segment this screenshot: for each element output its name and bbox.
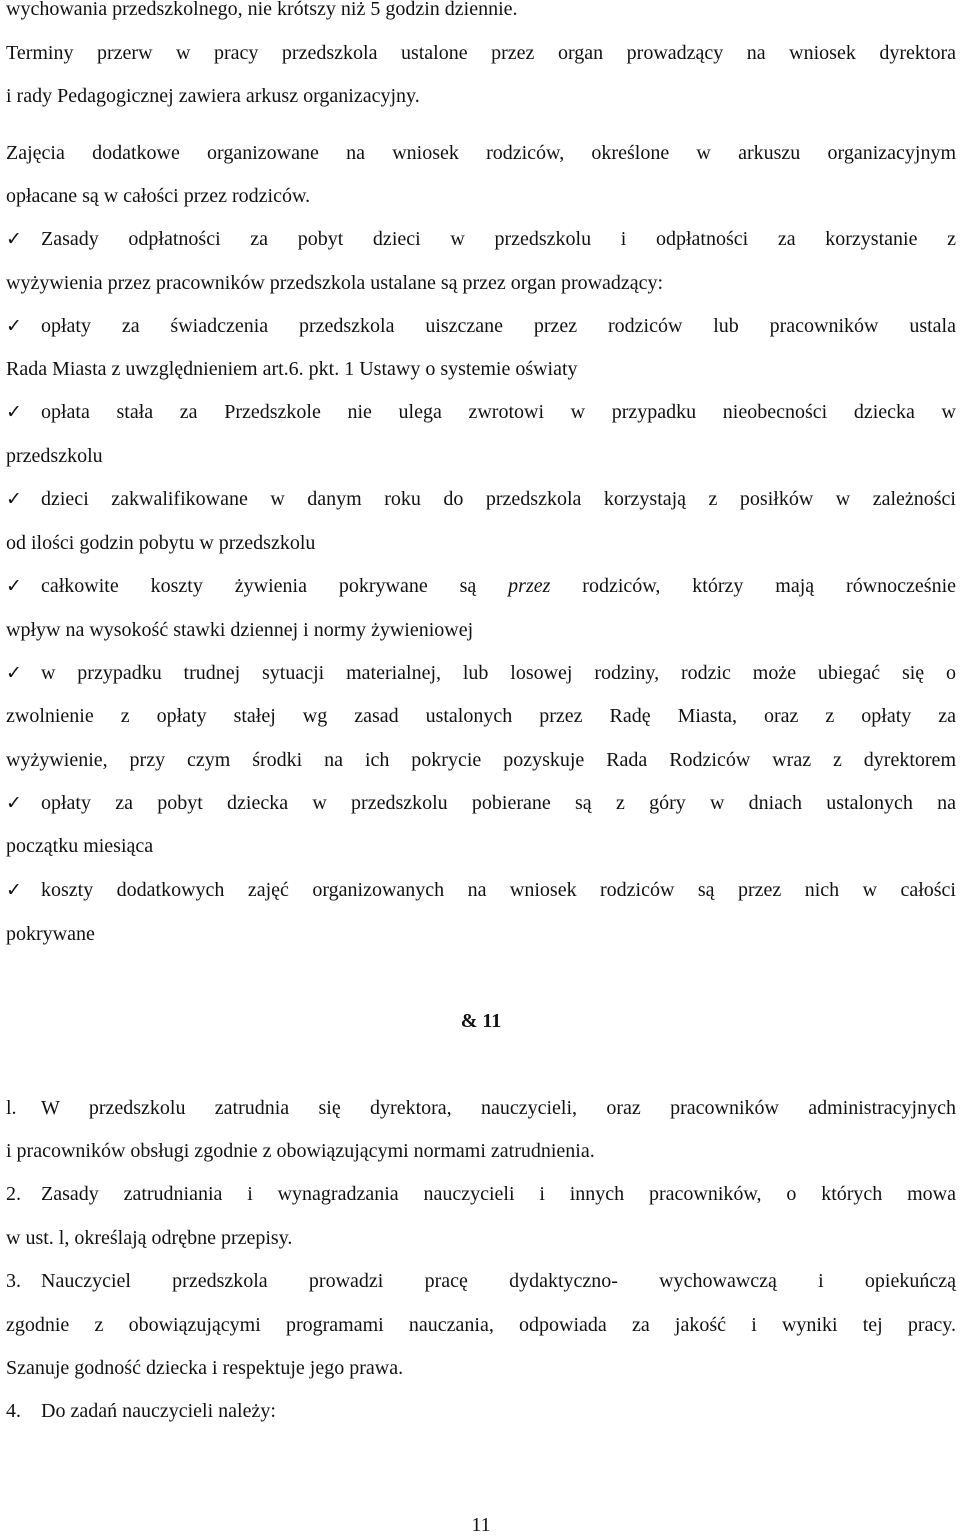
text-line: od ilości godzin pobytu w przedszkolu <box>6 532 316 554</box>
checkmark-icon: ✓ <box>6 401 22 423</box>
item-text: Nauczyciel przedszkola prowadzi pracę dydaktyczno- wychowawczą i opiekuńczą <box>41 1270 956 1292</box>
bullet-item <box>6 399 956 425</box>
checkmark-icon: ✓ <box>6 575 22 597</box>
text-line: zwolnienie z opłaty stałej wg zasad ustalonych przez Radę Miasta, oraz z opłaty za <box>6 705 956 727</box>
bullet-text: Zasady odpłatności za pobyt dzieci w przedszkolu i odpłatności za korzystanie z <box>41 228 956 250</box>
item-number: 2. <box>6 1183 21 1205</box>
item-number: l. <box>6 1097 17 1119</box>
text-line: Zajęcia dodatkowe organizowane na wniosek rodziców, określone w arkuszu organizacyjnym <box>6 142 956 164</box>
bullet-text: dzieci zakwalifikowane w danym roku do przedszkola korzystają z posiłków w zależności <box>41 488 956 510</box>
checkmark-icon: ✓ <box>6 315 22 337</box>
item-text: Zasady zatrudniania i wynagradzania nauczycieli i innych pracowników, o których mowa <box>41 1183 956 1205</box>
bullet-item <box>6 313 956 339</box>
numbered-item <box>6 1181 956 1207</box>
text-line: wyżywienia przez pracowników przedszkola ustalane są przez organ prowadzący: <box>6 272 664 294</box>
numbered-item <box>6 1398 956 1424</box>
section-heading: & 11 <box>460 1010 502 1032</box>
checkmark-icon: ✓ <box>6 228 22 250</box>
text-line: przedszkolu <box>6 445 103 467</box>
bullet-item <box>6 790 956 816</box>
text-line: i rady Pedagogicznej zawiera arkusz organizacyjny. <box>6 85 420 107</box>
text-line: pokrywane <box>6 923 95 945</box>
bullet-item <box>6 660 956 686</box>
bullet-item <box>6 573 956 599</box>
checkmark-icon: ✓ <box>6 792 22 814</box>
italic-word: przez <box>508 575 551 597</box>
item-text: W przedszkolu zatrudnia się dyrektora, nauczycieli, oraz pracowników administracyjnych <box>41 1097 956 1119</box>
bullet-item <box>6 226 956 252</box>
bullet-item <box>6 486 956 512</box>
text-line: zgodnie z obowiązującymi programami nauczania, odpowiada za jakość i wyniki tej pracy. <box>6 1314 956 1336</box>
text-line: i pracowników obsługi zgodnie z obowiązującymi normami zatrudnienia. <box>6 1140 595 1162</box>
bullet-text: koszty dodatkowych zajęć organizowanych na wniosek rodziców są przez nich w całości <box>41 879 956 901</box>
bullet-text: w przypadku trudnej sytuacji materialnej, lub losowej rodziny, rodzic może ubiegać się o <box>41 662 956 684</box>
page-number: 11 <box>471 1514 491 1536</box>
bullet-text: opłaty za pobyt dziecka w przedszkolu pobierane są z góry w dniach ustalonych na <box>41 792 956 814</box>
text-line: wyżywienie, przy czym środki na ich pokrycie pozyskuje Rada Rodziców wraz z dyrektorem <box>6 749 956 771</box>
text-line: Terminy przerw w pracy przedszkola ustalone przez organ prowadzący na wniosek dyrektora <box>6 42 956 64</box>
numbered-item <box>6 1095 956 1121</box>
item-number: 3. <box>6 1270 21 1292</box>
item-number: 4. <box>6 1400 21 1422</box>
text-line: Rada Miasta z uwzględnieniem art.6. pkt. 1 Ustawy o systemie oświaty <box>6 358 578 380</box>
bullet-text: całkowite koszty żywienia pokrywane są <box>41 575 477 597</box>
bullet-text: rodziców, którzy mają równocześnie <box>582 575 957 597</box>
text-line: opłacane są w całości przez rodziców. <box>6 185 311 207</box>
text-line: początku miesiąca <box>6 835 154 857</box>
item-text: Do zadań nauczycieli należy: <box>41 1400 276 1422</box>
text-line: wychowania przedszkolnego, nie krótszy niż 5 godzin dziennie. <box>6 0 518 20</box>
bullet-text: opłata stała za Przedszkole nie ulega zwrotowi w przypadku nieobecności dziecka w <box>41 401 956 423</box>
checkmark-icon: ✓ <box>6 488 22 510</box>
checkmark-icon: ✓ <box>6 879 22 901</box>
text-line: w ust. l, określają odrębne przepisy. <box>6 1227 293 1249</box>
text-line: wpływ na wysokość stawki dziennej i normy żywieniowej <box>6 619 474 641</box>
bullet-item <box>6 877 956 903</box>
numbered-item <box>6 1268 956 1294</box>
bullet-text: opłaty za świadczenia przedszkola uiszczane przez rodziców lub pracowników ustala <box>41 315 956 337</box>
checkmark-icon: ✓ <box>6 662 22 684</box>
text-line: Szanuje godność dziecka i respektuje jego prawa. <box>6 1357 404 1379</box>
